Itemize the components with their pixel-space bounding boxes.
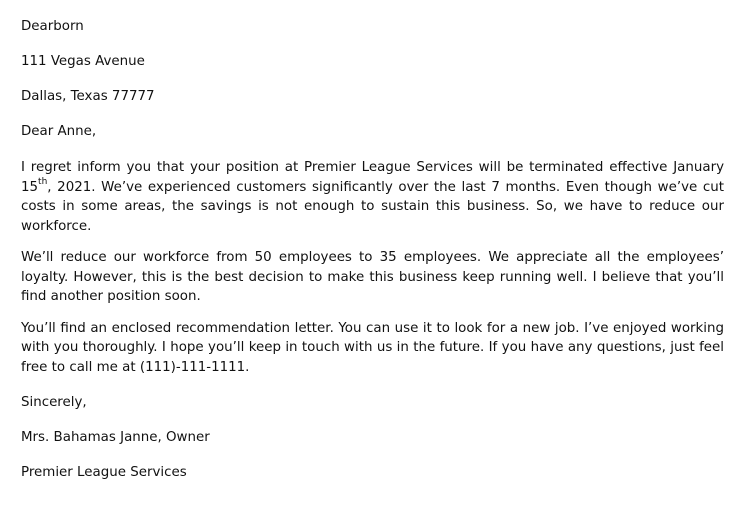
signature-name-title: Mrs. Bahamas Janne, Owner xyxy=(21,430,210,445)
recipient-name: Dearborn xyxy=(21,19,84,34)
closing: Sincerely, xyxy=(21,395,87,410)
workforce-paragraph: We’ll reduce our workforce from 50 employees to 35 employees. We appreciate all the employees’ loyalty. However, this is the best decision to make this business keep running well. I believe that you’ll find another position soon. xyxy=(21,250,724,304)
signature-company: Premier League Services xyxy=(21,465,187,480)
termination-text-start: I regret inform you that your position at Premier League Services will be terminated effective January 15 xyxy=(21,160,724,195)
date-ordinal-suffix: th xyxy=(38,177,48,188)
salutation: Dear Anne, xyxy=(21,124,97,139)
termination-paragraph xyxy=(21,158,724,236)
recipient-street: 111 Vegas Avenue xyxy=(21,54,145,69)
recipient-city-state-zip: Dallas, Texas 77777 xyxy=(21,89,155,104)
letter-document xyxy=(21,18,724,482)
termination-text-end: , 2021. We’ve experienced customers significantly over the last 7 months. Even though we’ve cut costs in some areas, the savings is not enough to sustain this business. So, we have to reduce our workforce. xyxy=(21,179,724,234)
recommendation-paragraph: You’ll find an enclosed recommendation letter. You can use it to look for a new job. I’ve enjoyed working with you thoroughly. I hope you’ll keep in touch with us in the future. If you have any questions, just feel free to call me at (111)-111-1111. xyxy=(21,320,724,375)
